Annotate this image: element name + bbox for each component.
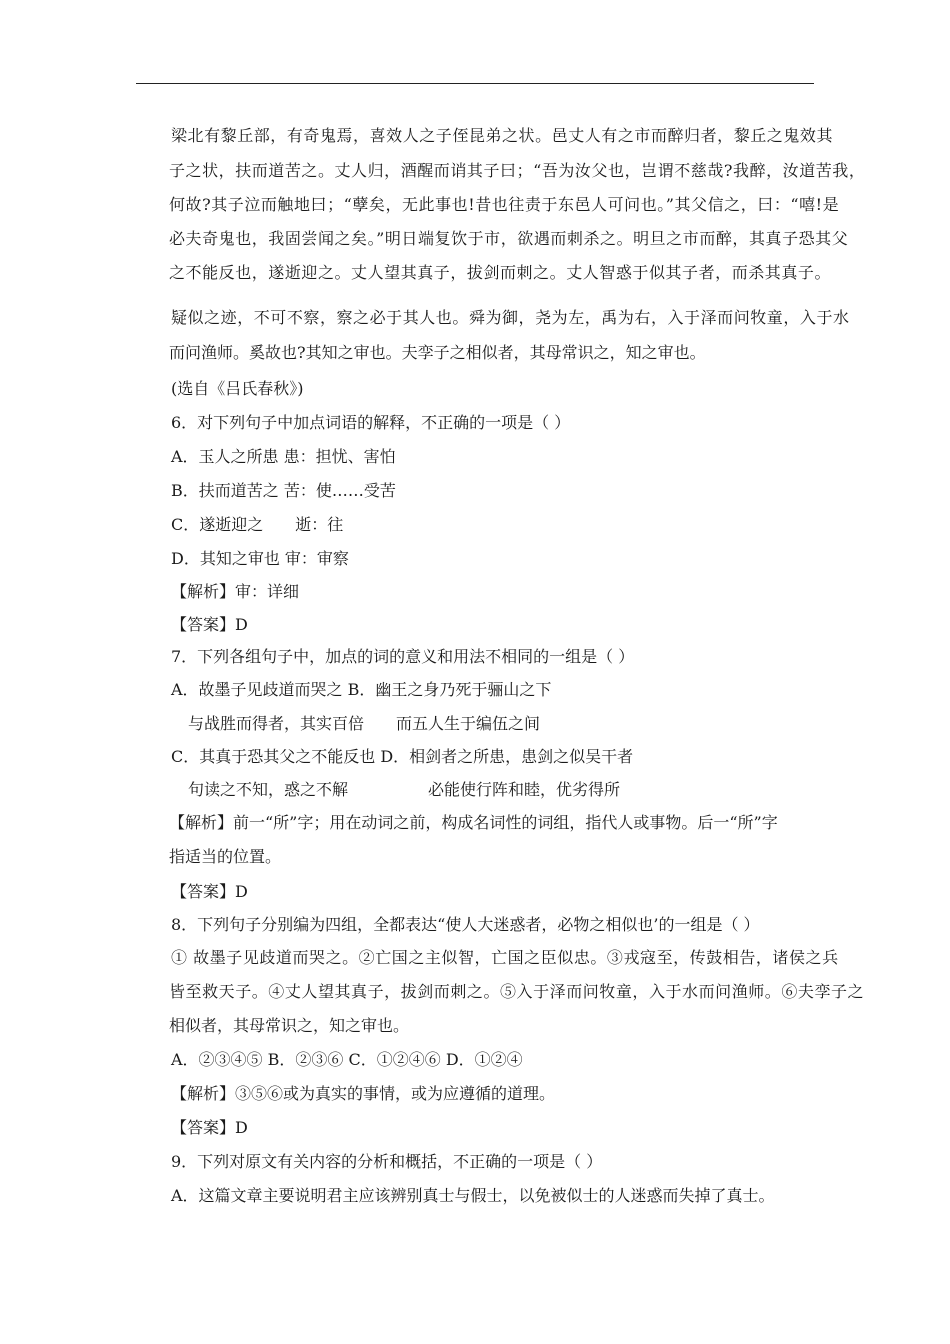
passage-p1-line-1: 梁北有黎丘部，有奇鬼焉，喜效人之子侄昆弟之状。邑丈人有之市而醉归者，黎丘之鬼效其 [171, 126, 834, 145]
q8-body-line-3: 相似者，其母常识之，知之审也。 [169, 1016, 410, 1035]
q8-body-line-2: 皆至救天子。④丈人望其真子，拔剑而刺之。⑤入于泽而问牧童，入于水而问渔师。⑥夫孪子之 [169, 982, 865, 1001]
q7-stem: 7．下列各组句子中，加点的词的意义和用法不相同的一组是（ ） [171, 647, 635, 666]
passage-p1-line-2: 子之状，扶而道苦之。丈人归，酒醒而诮其子曰；“吾为汝父也，岂谓不慈哉?我醉，汝道苦我， [169, 161, 866, 180]
q8-analysis: 【解析】③⑤⑥或为真实的事情，或为应遵循的道理。 [171, 1084, 556, 1103]
q8-body-line-1: ① 故墨子见歧道而哭之。②亡国之主似智，亡国之臣似忠。③戎寇至，传鼓相告，诸侯之兵 [171, 948, 839, 967]
q6-option-c: C．遂逝迎之 逝：往 [171, 515, 344, 534]
q8-answer: 【答案】D [171, 1118, 248, 1137]
q7-options-ab-line-2: 与战胜而得者，其实百倍 而五人生于编伍之间 [188, 714, 541, 733]
passage-p1-line-4: 必夫奇鬼也，我固尝闻之矣。”明日端复饮于市，欲遇而刺杀之。明旦之市而醉，其真子恐其父 [169, 229, 849, 248]
q6-option-a: A．玉人之所患 患：担忧、害怕 [171, 447, 396, 466]
q8-options: A．②③④⑤ B．②③⑥ C．①②④⑥ D．①②④ [171, 1050, 523, 1069]
q7-options-cd-line-1: C．其真于恐其父之不能反也 D．相剑者之所患，患剑之似吴干者 [171, 747, 634, 766]
q8-stem: 8．下列句子分别编为四组，全都表达“使人大迷惑者，必物之相似也’的一组是（ ） [171, 915, 760, 934]
passage-p1-line-5: 之不能反也，遂逝迎之。丈人望其真子，拔剑而刺之。丈人智惑于似其子者，而杀其真子。 [169, 263, 832, 282]
passage-p1-line-3: 何故?其子泣而触地曰；“孽矣，无此事也!昔也往责于东邑人可问也。”其父信之，曰：“嘻!是 [169, 195, 840, 214]
passage-p2-line-1: 疑似之迹，不可不察，察之必于其人也。舜为御，尧为左，禹为右，入于泽而问牧童，入于水 [171, 308, 850, 327]
passage-p2-line-2: 而问渔师。奚故也?其知之审也。夫孪子之相似者，其母常识之，知之审也。 [169, 343, 706, 362]
q9-option-a: A．这篇文章主要说明君主应该辨别真士与假士，以免被似士的人迷惑而失掉了真士。 [171, 1186, 775, 1205]
q6-stem: 6．对下列句子中加点词语的解释，不正确的一项是（ ） [171, 413, 571, 432]
header-rule [136, 83, 814, 84]
q6-option-b: B．扶而道苦之 苦：使……受苦 [171, 481, 396, 500]
q7-options-cd-line-2: 句读之不知，惑之不解 必能使行阵和睦，优劣得所 [188, 780, 621, 799]
q7-analysis-line-1: 【解析】前一“所”字；用在动词之前，构成名词性的词组，指代人或事物。后一“所”字 [169, 813, 778, 832]
q6-analysis: 【解析】审：详细 [171, 582, 300, 601]
q7-answer: 【答案】D [171, 882, 248, 901]
q6-option-d: D．其知之审也 审：审察 [171, 549, 349, 568]
q9-stem: 9．下列对原文有关内容的分析和概括，不正确的一项是（ ） [171, 1152, 603, 1171]
q6-answer: 【答案】D [171, 615, 248, 634]
q7-analysis-line-2: 指适当的位置。 [169, 847, 282, 866]
passage-source: (选自《吕氏春秋》) [171, 379, 304, 398]
q7-options-ab-line-1: A．故墨子见歧道而哭之 B．幽王之身乃死于骊山之下 [171, 680, 552, 699]
